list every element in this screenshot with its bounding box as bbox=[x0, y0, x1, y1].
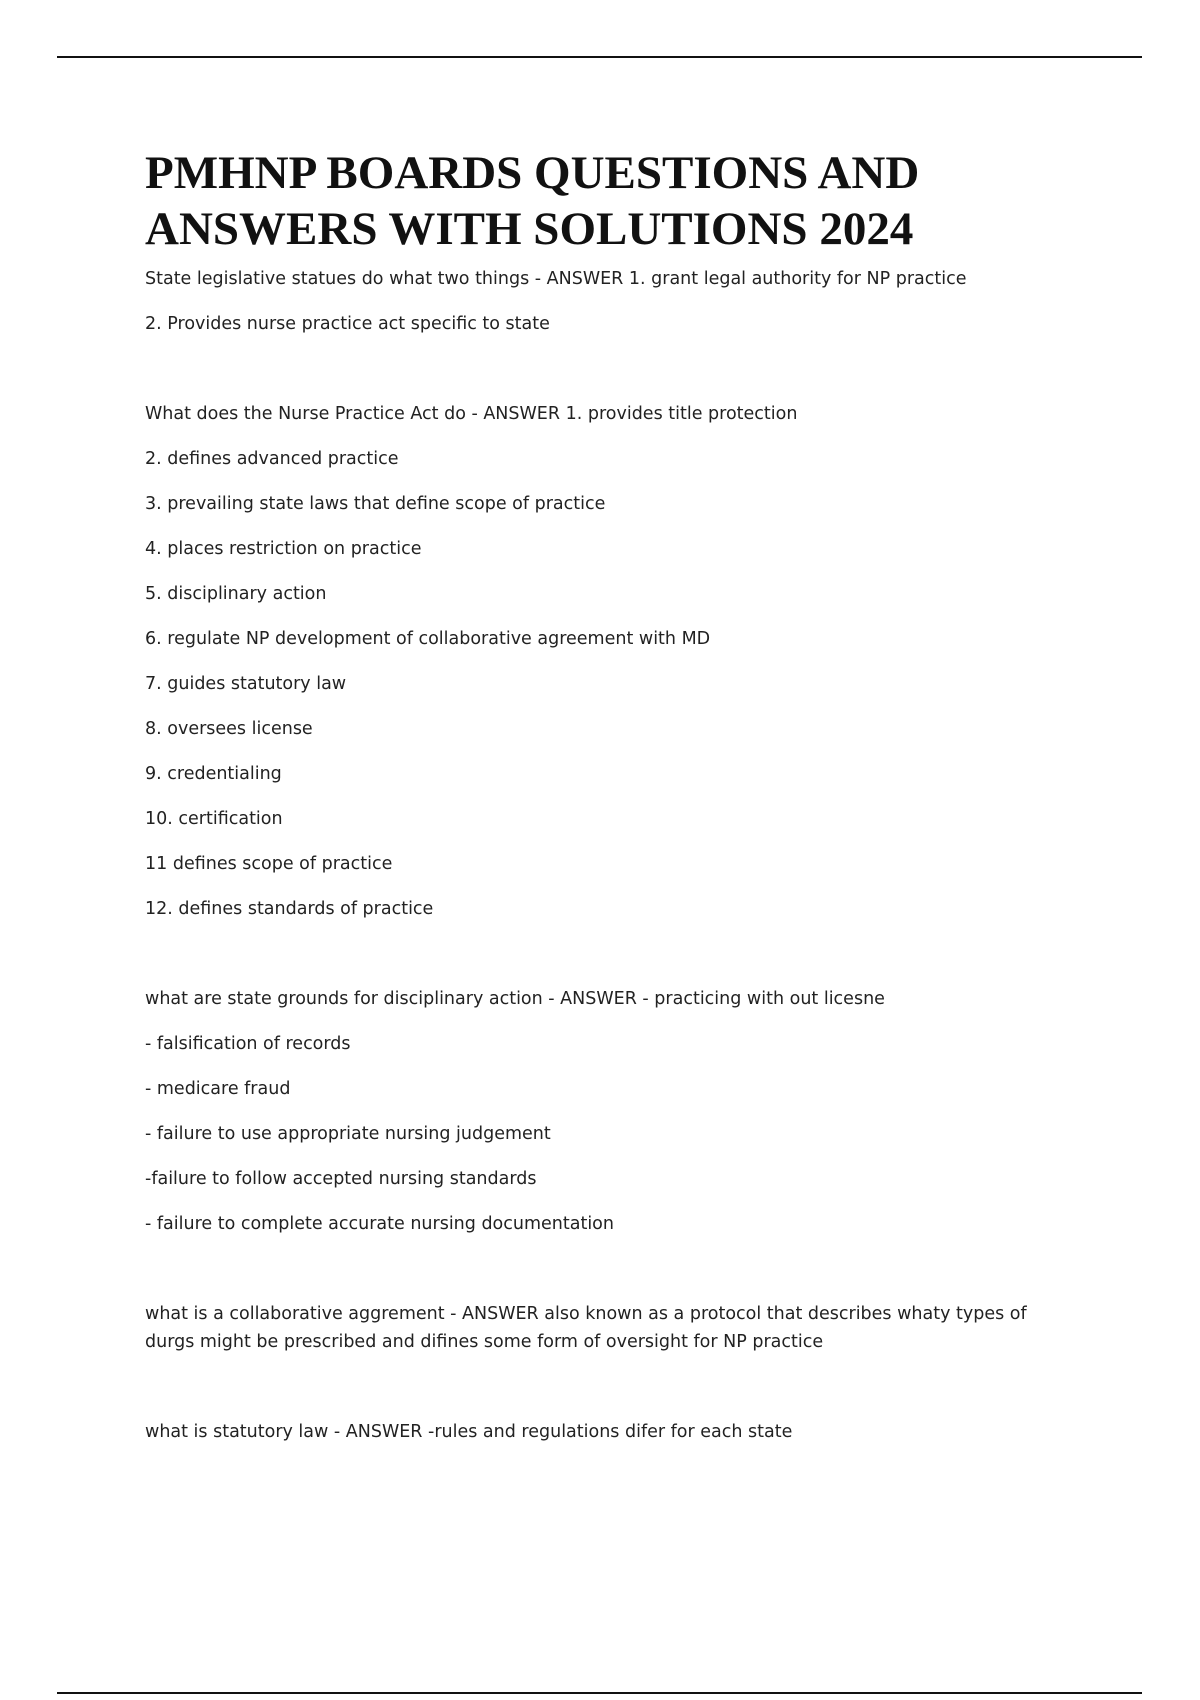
answer-line: 7. guides statutory law bbox=[145, 674, 347, 694]
answer-line: 8. oversees license bbox=[145, 719, 313, 739]
document-body bbox=[145, 145, 1065, 1463]
bottom-divider bbox=[57, 1692, 1142, 1694]
qa-block bbox=[145, 985, 1065, 1238]
answer-line: 3. prevailing state laws that define scope of practice bbox=[145, 494, 606, 514]
answer-line: 4. places restriction on practice bbox=[145, 539, 422, 559]
question-line: What does the Nurse Practice Act do - ANSWER 1. provides title protection bbox=[145, 404, 798, 424]
question-line: what are state grounds for disciplinary action - ANSWER - practicing with out licesne bbox=[145, 989, 885, 1009]
answer-line: 12. defines standards of practice bbox=[145, 899, 434, 919]
answer-line: - failure to complete accurate nursing documentation bbox=[145, 1214, 614, 1234]
qa-block bbox=[145, 1418, 1065, 1446]
answer-line: 2. defines advanced practice bbox=[145, 449, 399, 469]
qa-block bbox=[145, 400, 1065, 923]
question-line: what is statutory law - ANSWER -rules and regulations difer for each state bbox=[145, 1422, 793, 1442]
answer-line: - failure to use appropriate nursing judgement bbox=[145, 1124, 551, 1144]
document-title: PMHNP BOARDS QUESTIONS AND ANSWERS WITH SOLUTIONS 2024 bbox=[145, 147, 920, 255]
answer-line: 9. credentialing bbox=[145, 764, 282, 784]
qa-block bbox=[145, 265, 1065, 338]
answer-line: 5. disciplinary action bbox=[145, 584, 327, 604]
answer-line: - falsification of records bbox=[145, 1034, 351, 1054]
top-divider bbox=[57, 56, 1142, 58]
answer-line: 10. certification bbox=[145, 809, 283, 829]
qa-block bbox=[145, 1300, 1065, 1356]
question-line: State legislative statues do what two things - ANSWER 1. grant legal authority for NP practice bbox=[145, 269, 967, 289]
answer-line: 11 defines scope of practice bbox=[145, 854, 393, 874]
qa-paragraph: what is a collaborative aggrement - ANSWER also known as a protocol that describes whaty types of durgs might be prescribed and difines some form of oversight for NP practice bbox=[145, 1304, 1027, 1352]
answer-line: -failure to follow accepted nursing standards bbox=[145, 1169, 537, 1189]
answer-line: 2. Provides nurse practice act specific to state bbox=[145, 314, 550, 334]
answer-line: - medicare fraud bbox=[145, 1079, 291, 1099]
answer-line: 6. regulate NP development of collaborative agreement with MD bbox=[145, 629, 711, 649]
